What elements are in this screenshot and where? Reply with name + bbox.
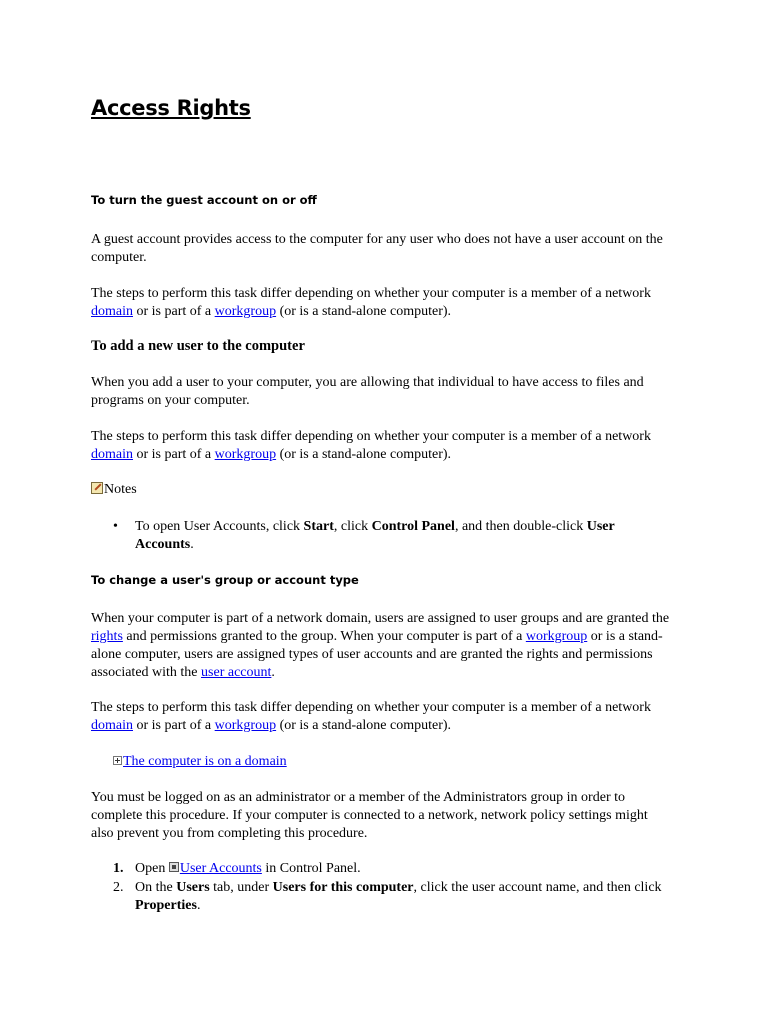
step-number: 1. (113, 861, 124, 876)
notes-icon (91, 482, 103, 494)
paragraph-steps-differ-2: The steps to perform this task differ depending on whether your computer is a member of a network domain or is part of a workgroup (or is a stand-alone computer). (91, 429, 651, 462)
workgroup-link[interactable]: workgroup (214, 304, 277, 319)
section-heading-add-user: To add a new user to the computer (91, 338, 305, 354)
domain-link[interactable]: domain (91, 304, 133, 319)
paragraph-steps-differ-1: The steps to perform this task differ depending on whether your computer is a member of a network domain or is part of a workgroup (or is a stand-alone computer). (91, 286, 651, 319)
expand-plus-icon[interactable] (113, 756, 122, 765)
user-accounts-icon (169, 862, 179, 872)
domain-link[interactable]: domain (91, 718, 133, 733)
list-item: 1. Open User Accounts in Control Panel. (113, 861, 361, 876)
bullet-marker: • (113, 519, 118, 534)
section-heading-change-group: To change a user's group or account type (91, 573, 359, 587)
domain-link[interactable]: domain (91, 447, 133, 462)
notes-header: Notes (91, 481, 137, 499)
workgroup-link[interactable]: workgroup (525, 629, 588, 644)
rights-link[interactable]: rights (91, 629, 123, 644)
paragraph-change-group-description: When your computer is part of a network domain, users are assigned to user groups and are granted the rights and permissions granted to the group. When your computer is part of a workgroup or is a stand-alone computer, users are assigned types of user accounts and are granted the rights and permissions associated with the user account. (91, 611, 670, 680)
paragraph-guest-account-description: A guest account provides access to the computer for any user who does not have a user account on the computer. (91, 232, 663, 265)
section-heading-guest-account: To turn the guest account on or off (91, 193, 317, 207)
user-accounts-link[interactable]: User Accounts (179, 861, 262, 876)
paragraph-admin-requirement: You must be logged on as an administrator or a member of the Administrators group in order to complete this procedure. If your computer is connected to a network, network policy settings might also prevent you from completing this procedure. (91, 790, 648, 841)
domain-expander[interactable] (113, 753, 287, 771)
expander-link[interactable]: The computer is on a domain (123, 754, 287, 769)
page-title: Access Rights (91, 96, 251, 120)
list-item: • To open User Accounts, click Start, click Control Panel, and then double-click User Accounts. (113, 519, 615, 552)
user-account-link[interactable]: user account (201, 665, 272, 680)
workgroup-link[interactable]: workgroup (214, 447, 277, 462)
paragraph-add-user-description: When you add a user to your computer, you are allowing that individual to have access to files and programs on your computer. (91, 375, 644, 408)
paragraph-steps-differ-3: The steps to perform this task differ depending on whether your computer is a member of a network domain or is part of a workgroup (or is a stand-alone computer). (91, 700, 651, 733)
step-number: 2. (113, 880, 124, 895)
list-item: 2. On the Users tab, under Users for this computer, click the user account name, and then click Properties. (113, 880, 662, 913)
workgroup-link[interactable]: workgroup (214, 718, 277, 733)
